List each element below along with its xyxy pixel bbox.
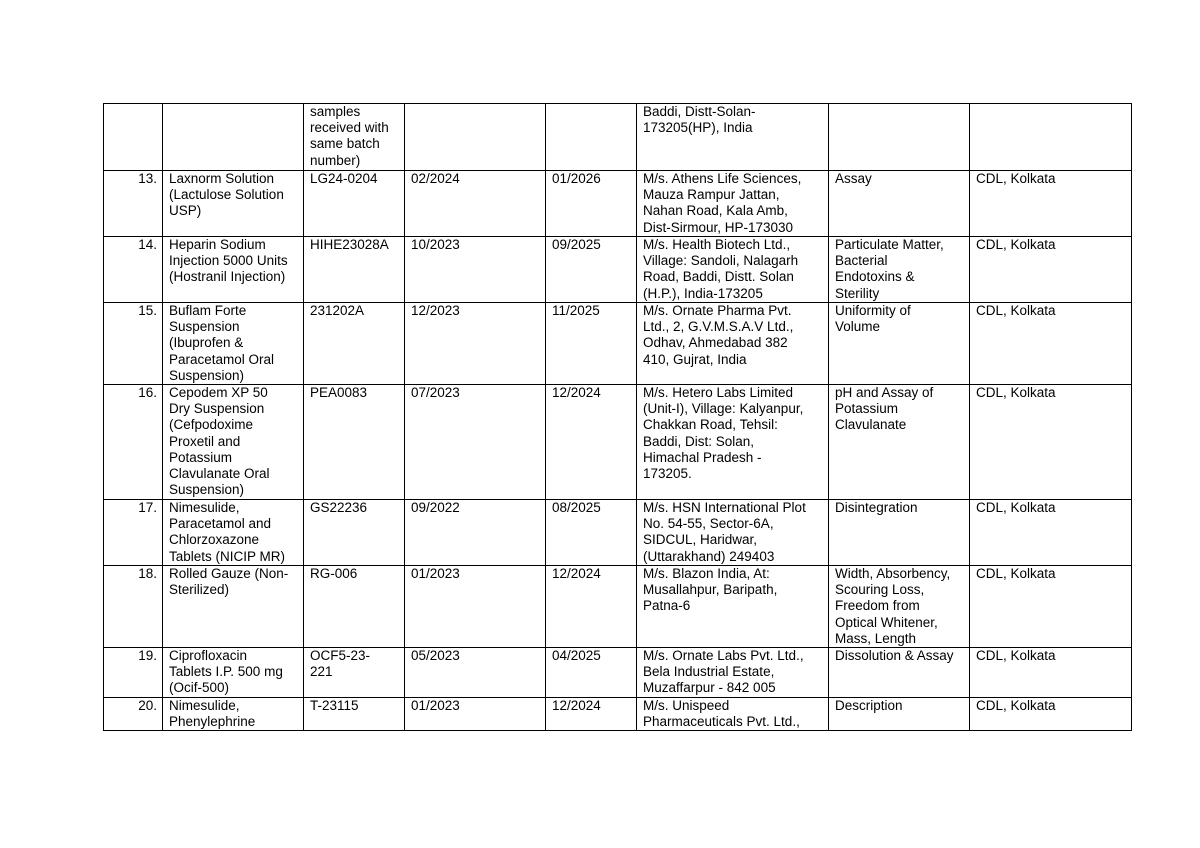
product-name-cell: Buflam Forte Suspension (Ibuprofen & Paracetamol Oral Suspension): [163, 303, 304, 385]
testing-lab-cell: CDL, Kolkata: [970, 237, 1132, 303]
table-row: [104, 237, 1132, 303]
manufacturing-date-cell: 12/2023: [405, 303, 546, 385]
table-row: [104, 648, 1132, 698]
batch-number-cell: RG-006: [304, 566, 405, 648]
table-body: [104, 104, 1132, 731]
product-name-cell: Laxnorm Solution (Lactulose Solution USP): [163, 171, 304, 237]
manufacturer-cell: M/s. Health Biotech Ltd., Village: Sandoli, Nalagarh Road, Baddi, Distt. Solan (H.P.), India-173205: [637, 237, 829, 303]
batch-number-cell: PEA0083: [304, 385, 405, 500]
testing-lab-cell: CDL, Kolkata: [970, 500, 1132, 566]
manufacturing-date-cell: 07/2023: [405, 385, 546, 500]
manufacturer-cell: M/s. Hetero Labs Limited (Unit-I), Village: Kalyanpur, Chakkan Road, Tehsil: Baddi, Dist: Solan, Himachal Pradesh - 173205.: [637, 385, 829, 500]
table-row: [104, 171, 1132, 237]
table-row: [104, 303, 1132, 385]
testing-lab-cell: CDL, Kolkata: [970, 303, 1132, 385]
manufacturer-cell: M/s. HSN International Plot No. 54-55, Sector-6A, SIDCUL, Haridwar, (Uttarakhand) 249403: [637, 500, 829, 566]
failure-reason-cell: [829, 104, 970, 171]
testing-lab-cell: [970, 104, 1132, 171]
serial-number-cell: 16.: [104, 385, 163, 500]
batch-number-cell: samples received with same batch number): [304, 104, 405, 171]
table-row: [104, 500, 1132, 566]
manufacturer-cell: M/s. Ornate Pharma Pvt. Ltd., 2, G.V.M.S.A.V Ltd., Odhav, Ahmedabad 382 410, Gujrat, India: [637, 303, 829, 385]
table-row: [104, 104, 1132, 171]
serial-number-cell: 19.: [104, 648, 163, 698]
manufacturing-date-cell: 05/2023: [405, 648, 546, 698]
batch-number-cell: GS22236: [304, 500, 405, 566]
failure-reason-cell: Assay: [829, 171, 970, 237]
testing-lab-cell: CDL, Kolkata: [970, 171, 1132, 237]
batch-number-cell: T-23115: [304, 698, 405, 731]
manufacturing-date-cell: 09/2022: [405, 500, 546, 566]
expiry-date-cell: 09/2025: [546, 237, 637, 303]
serial-number-cell: 17.: [104, 500, 163, 566]
manufacturer-cell: Baddi, Distt-Solan- 173205(HP), India: [637, 104, 829, 171]
testing-lab-cell: CDL, Kolkata: [970, 648, 1132, 698]
product-name-cell: Nimesulide, Phenylephrine: [163, 698, 304, 731]
batch-number-cell: OCF5-23- 221: [304, 648, 405, 698]
product-name-cell: Nimesulide, Paracetamol and Chlorzoxazone Tablets (NICIP MR): [163, 500, 304, 566]
serial-number-cell: 14.: [104, 237, 163, 303]
expiry-date-cell: 04/2025: [546, 648, 637, 698]
expiry-date-cell: 08/2025: [546, 500, 637, 566]
manufacturer-cell: M/s. Blazon India, At: Musallahpur, Baripath, Patna-6: [637, 566, 829, 648]
serial-number-cell: 18.: [104, 566, 163, 648]
expiry-date-cell: 11/2025: [546, 303, 637, 385]
table-row: [104, 566, 1132, 648]
failure-reason-cell: Uniformity of Volume: [829, 303, 970, 385]
expiry-date-cell: [546, 104, 637, 171]
testing-lab-cell: CDL, Kolkata: [970, 698, 1132, 731]
failure-reason-cell: Particulate Matter, Bacterial Endotoxins & Sterility: [829, 237, 970, 303]
table-row: [104, 385, 1132, 500]
manufacturer-cell: M/s. Ornate Labs Pvt. Ltd., Bela Industrial Estate, Muzaffarpur - 842 005: [637, 648, 829, 698]
serial-number-cell: [104, 104, 163, 171]
product-name-cell: Heparin Sodium Injection 5000 Units (Hostranil Injection): [163, 237, 304, 303]
testing-lab-cell: CDL, Kolkata: [970, 385, 1132, 500]
failure-reason-cell: pH and Assay of Potassium Clavulanate: [829, 385, 970, 500]
serial-number-cell: 13.: [104, 171, 163, 237]
manufacturing-date-cell: 10/2023: [405, 237, 546, 303]
serial-number-cell: 15.: [104, 303, 163, 385]
manufacturing-date-cell: [405, 104, 546, 171]
expiry-date-cell: 12/2024: [546, 698, 637, 731]
failure-reason-cell: Width, Absorbency, Scouring Loss, Freedom from Optical Whitener, Mass, Length: [829, 566, 970, 648]
manufacturer-cell: M/s. Unispeed Pharmaceuticals Pvt. Ltd.,: [637, 698, 829, 731]
product-name-cell: Rolled Gauze (Non- Sterilized): [163, 566, 304, 648]
manufacturing-date-cell: 01/2023: [405, 698, 546, 731]
failure-reason-cell: Dissolution & Assay: [829, 648, 970, 698]
testing-lab-cell: CDL, Kolkata: [970, 566, 1132, 648]
product-name-cell: [163, 104, 304, 171]
manufacturer-cell: M/s. Athens Life Sciences, Mauza Rampur Jattan, Nahan Road, Kala Amb, Dist-Sirmour, HP-173030: [637, 171, 829, 237]
batch-number-cell: HIHE23028A: [304, 237, 405, 303]
failure-reason-cell: Disintegration: [829, 500, 970, 566]
expiry-date-cell: 01/2026: [546, 171, 637, 237]
serial-number-cell: 20.: [104, 698, 163, 731]
product-name-cell: Cepodem XP 50 Dry Suspension (Cefpodoxime Proxetil and Potassium Clavulanate Oral Suspension): [163, 385, 304, 500]
manufacturing-date-cell: 01/2023: [405, 566, 546, 648]
batch-number-cell: LG24-0204: [304, 171, 405, 237]
expiry-date-cell: 12/2024: [546, 566, 637, 648]
table-row: [104, 698, 1132, 731]
product-name-cell: Ciprofloxacin Tablets I.P. 500 mg (Ocif-500): [163, 648, 304, 698]
nsq-drug-table: [103, 103, 1132, 731]
expiry-date-cell: 12/2024: [546, 385, 637, 500]
manufacturing-date-cell: 02/2024: [405, 171, 546, 237]
batch-number-cell: 231202A: [304, 303, 405, 385]
failure-reason-cell: Description: [829, 698, 970, 731]
